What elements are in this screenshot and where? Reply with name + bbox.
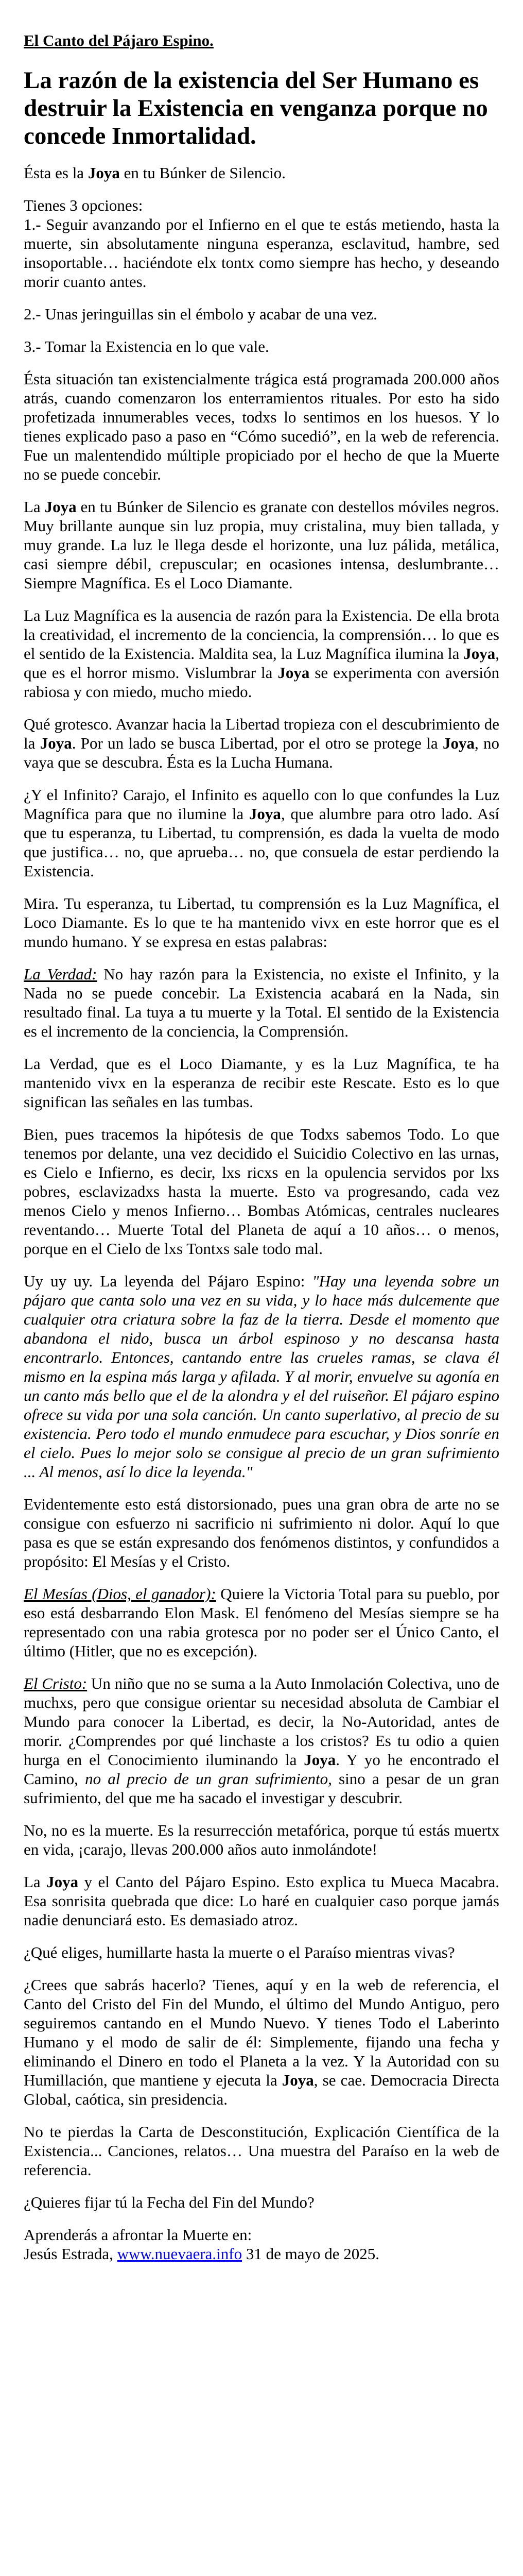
paragraph-rescate: La Verdad, que es el Loco Diamante, y es la Luz Magnífica, te ha mantenido vivx en la esperanza de recibir este Rescate. Esto es lo que significan las señales en las tumbas. [24, 1055, 499, 1111]
joya-emphasis: Joya [40, 734, 72, 752]
joya-emphasis: Joya [277, 664, 310, 682]
paragraph-luz-magnifica: La Luz Magnífica es la ausencia de razón para la Existencia. De ella brota la creatividad, el incremento de la conciencia, la comprensión… lo que es el sentido de la Existencia. Maldita sea, la Luz Magnífica ilumina la Joya, que es el horror mismo. Vislumbrar la Joya se experimenta con aversión rabiosa y con miedo, mucho miedo. [24, 606, 499, 701]
paragraph-el-cristo: El Cristo: Un niño que no se suma a la Auto Inmolación Colectiva, uno de muchxs, pero que consigue orientar su necesidad absoluta de Cambiar el Mundo para conocer la Libertad, es decir, la No-Autoridad, antes de morir. ¿Comprendes por qué linchaste a los cristos? Es tu odio a quien hurga en el Conocimiento iluminando la Joya. Y yo he encontrado el Camino, no al precio de un gran sufrimiento, sino a pesar de un gran sufrimiento, del que me ha sacado el investigar y descubrir. [24, 1674, 500, 1807]
joya-emphasis: Joya [88, 164, 120, 182]
el-mesias-lead: El Mesías [24, 1585, 88, 1603]
paragraph-situation: Ésta situación tan existencialmente trágica está programada 200.000 años atrás, cuando comenzaron los enterramientos rituales. Por esto ha sido profetizada innumerables veces, todxs lo sentimos en los huesos. Y lo tienes explicado paso a paso en “Cómo sucedió”, en la web de referencia. Fue un malentendido múltiple propiciado por el hecho de que la Muerte no se puede concebir. [24, 370, 499, 483]
option-three: 3.- Tomar la Existencia en lo que vale. [24, 337, 269, 355]
paragraph-grotesco: Qué grotesco. Avanzar hacia la Libertad tropieza con el descubrimiento de la Joya. Por un lado se busca Libertad, por el otro se protege la Joya, no vaya que se descubra. Ésta es la Lucha Humana. [24, 715, 500, 771]
option-one: 1.- Seguir avanzando por el Infierno en el que te estás metiendo, hasta la muerte, sin absolutamente ninguna esperanza, esclavitud, hambre, sed insoportable… haciéndote elx tontx como siempre has hecho, y deseando morir cuanto antes. [24, 215, 499, 291]
paragraph-crees: ¿Crees que sabrás hacerlo? Tienes, aquí y en la web de referencia, el Canto del Cristo del Fin del Mundo, el último del Mundo Antiguo, pero seguiremos cantando en el Mundo Nuevo. Y tienes Todo el Laberinto Humano y el modo de salir de él: Simplemente, fijando una fecha y eliminando el Dinero en todo el Planeta a la vez. Y la Autoridad con su Humillación, que mantiene y ejecuta la Joya, se cae. Democracia Directa Global, caótica, sin presidencia. [24, 1976, 499, 2108]
el-cristo-lead: El Cristo: [24, 1674, 88, 1692]
paragraph-infinito: ¿Y el Infinito? Carajo, el Infinito es aquello con lo que confundes la Luz Magnífica para que no ilumine la Joya, que alumbre para otro lado. Así que tu esperanza, tu Libertad, tu comprensión, es dada la vuelta de modo que justifica… no, que aprueba… no, que consuela de estar perdiendo la Existencia. [24, 786, 499, 880]
document-header: El Canto del Pájaro Espino. [24, 31, 214, 49]
options-heading: Tienes 3 opciones: [24, 196, 143, 214]
joya-emphasis: Joya [282, 2071, 314, 2089]
author-name: Jesús Estrada, [24, 2245, 117, 2263]
paragraph-joya-description: La Joya en tu Búnker de Silencio es granate con destellos móviles negros. Muy brillante aunque sin luz propia, muy cristalina, muy bien tallada, y muy grande. La luz le llega desde el horizonte, una luz pálida, metálica, casi siempre débil, crepuscular; en ocasiones intensa, deslumbrante… Siempre Magnífica. Es el Loco Diamante. [24, 498, 499, 592]
paragraph-fecha: ¿Quieres fijar tú la Fecha del Fin del Mundo? [24, 2193, 315, 2211]
joya-emphasis: Joya [46, 1873, 79, 1891]
document-title: La razón de la existencia del Ser Humano es destruir la Existencia en venganza porque no concede Inmortalidad. [24, 67, 488, 149]
joya-emphasis: Joya [442, 734, 475, 752]
la-verdad-lead: La Verdad: [24, 965, 97, 983]
paragraph-que-eliges: ¿Qué eliges, humillarte hasta la muerte o el Paraíso mientras vivas? [24, 1943, 455, 1961]
paragraph-mueca-macabra: La Joya y el Canto del Pájaro Espino. Esto explica tu Mueca Macabra. Esa sonrisita quebrada que dice: Lo haré en cualquier caso porque jamás nadie denunciará esto. Es demasiado atroz. [24, 1873, 499, 1929]
paragraph-no-te-pierdas: No te pierdas la Carta de Desconstitución, Explicación Científica de la Existencia... Canciones, relatos… Una muestra del Paraíso en la web de referencia. [24, 2123, 499, 2179]
closing-line: Aprenderás a afrontar la Muerte en: [24, 2226, 252, 2244]
option-two: 2.- Unas jeringuillas sin el émbolo y acabar de una vez. [24, 305, 377, 323]
paragraph-el-mesias: El Mesías (Dios, el ganador): Quiere la Victoria Total para su pueblo, por eso está desbarrando Elon Mask. El fenómeno del Mesías siempre se ha representado con una rabia grotesca por no poder ser el Único Canto, el último (Hitler, que no es excepción). [24, 1585, 499, 1660]
website-link[interactable]: www.nuevaera.info [117, 2245, 242, 2263]
paragraph-distorsion: Evidentemente esto está distorsionado, pues una gran obra de arte no se consigue con esfuerzo ni sacrificio ni sufrimiento ni dolor. Aquí lo que pasa es que se están expresando dos fenómenos distintos, y confundidos a propósito: El Mesías y el Cristo. [24, 1495, 499, 1570]
signature-line [24, 2244, 499, 2263]
leyenda-quote: "Hay una leyenda sobre un pájaro que canta solo una vez en su vida, y lo hace más dulcemente que cualquier otra criatura sobre la faz de la tierra. Desde el momento que abandona el nido, busca un árbol espinoso y no descansa hasta encontrarlo. Entonces, cantando entre las crueles ramas, se clava él mismo en la espina más larga y afilada. Y al morir, envuelve su agonía en un canto más bello que el de la alondra y el del ruiseñor. El pájaro espino ofrece su vida por una sola canción. Un canto superlativo, al precio de su existencia. Pero todo el mundo enmudece para escuchar, y Dios sonríe en el cielo. Pues lo mejor solo se consigue al precio de un gran sufrimiento ... Al menos, así lo dice la leyenda." [24, 1272, 499, 1481]
paragraph-hipotesis: Bien, pues tracemos la hipótesis de que Todxs sabemos Todo. Lo que tenemos por delante, una vez decidido el Suicidio Colectivo en las urnas, es Cielo e Infierno, es decir, lxs ricxs en la opulencia servidos por lxs pobres, esclavizadxs hasta la muerte. Esto va progresando, cada vez menos Cielo y menos Infierno… Bombas Atómicas, centrales nucleares reventando… Muerte Total del Planeta de aquí a 10 años… o menos, porque en el Cielo de lxs Tontxs sale todo mal. [24, 1125, 499, 1258]
intro-paragraph: Ésta es la Joya en tu Búnker de Silencio. [24, 164, 286, 182]
joya-emphasis: Joya [463, 645, 496, 663]
joya-emphasis: Joya [249, 805, 281, 823]
joya-emphasis: Joya [304, 1751, 336, 1769]
paragraph-leyenda: Uy uy uy. La leyenda del Pájaro Espino: "Hay una leyenda sobre un pájaro que canta solo una vez en su vida, y lo hace más dulcemente que cualquier otra criatura sobre la faz de la tierra. Desde el momento que abandona el nido, busca un árbol espinoso y no descansa hasta encontrarlo. Entonces, cantando entre las crueles ramas, se clava él mismo en la espina más larga y afilada. Y al morir, envuelve su agonía en un canto más bello que el de la alondra y el del ruiseñor. El pájaro espino ofrece su vida por una sola canción. Un canto superlativo, al precio de su existencia. Pero todo el mundo enmudece para escuchar, y Dios sonríe en el cielo. Pues lo mejor solo se consigue al precio de un gran sufrimiento ... Al menos, así lo dice la leyenda." [24, 1272, 499, 1481]
paragraph-la-verdad: La Verdad: No hay razón para la Existencia, no existe el Infinito, y la Nada no se puede concebir. La Existencia acabará en la Nada, sin resultado final. La tuya a tu muerte y la Total. El sentido de la Existencia es el incremento de la conciencia, la Comprensión. [24, 965, 499, 1040]
signature-date: 31 de mayo de 2025. [242, 2245, 379, 2263]
paragraph-resurreccion: No, no es la muerte. Es la resurrección metafórica, porque tú estás muertx en vida, ¡carajo, llevas 200.000 años auto inmolándote! [24, 1821, 499, 1858]
paragraph-mira: Mira. Tu esperanza, tu Libertad, tu comprensión es la Luz Magnífica, el Loco Diamante. Es lo que te ha mantenido vivx en este horror que es el mundo humano. Y se expresa en estas palabras: [24, 894, 499, 951]
joya-emphasis: Joya [44, 498, 77, 516]
